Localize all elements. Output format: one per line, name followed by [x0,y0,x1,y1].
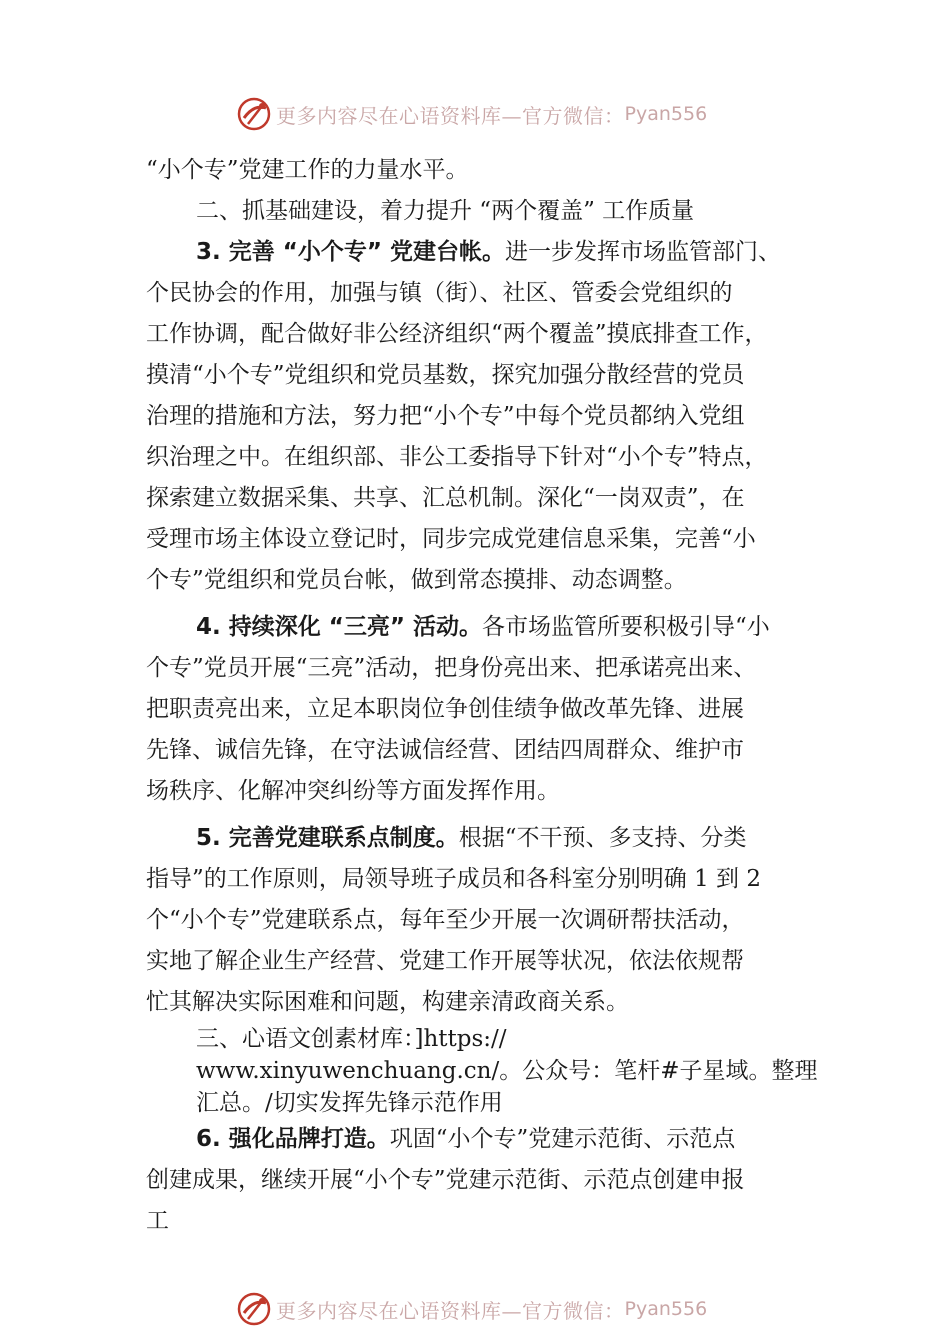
paragraph-line: 场秩序、化解冲突纠纷等方面发挥作用。 [146,778,560,804]
paragraph-line: 6. 强化品牌打造。巩固“小个专”党建示范街、示范点 [196,1126,736,1152]
paragraph-line: 受理市场主体设立登记时，同步完成党建信息采集，完善“小 [146,526,756,552]
paragraph-line: 先锋、诚信先锋，在守法诚信经营、团结四周群众、维护市 [146,737,744,763]
paragraph-line: 个专”党员开展“三亮”活动，把身份亮出来、把承诺亮出来、 [146,655,757,681]
header-watermark [236,94,756,134]
footer-watermark [236,1289,756,1329]
section-heading: 三、心语文创素材库：]https:// [196,1026,507,1052]
document-body [146,150,826,1242]
watermark-wechat-id: Pyan556 [624,103,708,125]
item-heading: 6. 强化品牌打造。 [196,1126,390,1152]
paragraph-line: 忙其解决实际困难和问题，构建亲清政商关系。 [146,989,629,1015]
paragraph-line: www.xinyuwenchuang.cn/。公众号：笔杆#子星域。整理 [196,1058,818,1084]
item-heading: 3. 完善 “小个专” 党建台帐。 [196,239,505,265]
paragraph-line: 治理的措施和方法，努力把“小个专”中每个党员都纳入党组 [146,403,745,429]
paragraph-line: 工 [146,1208,169,1234]
item-heading: 5. 完善党建联系点制度。 [196,825,459,851]
paragraph-line: 4. 持续深化 “三亮” 活动。各市场监管所要积极引导“小 [196,614,770,640]
paragraph-line: 个专”党组织和党员台帐，做到常态摸排、动态调整。 [146,567,687,593]
paragraph-line: 5. 完善党建联系点制度。根据“不干预、多支持、分类 [196,825,747,851]
paragraph-line: 探索建立数据采集、共享、汇总机制。深化“一岗双责”，在 [146,485,745,511]
paragraph-line: 织治理之中。在组织部、非公工委指导下针对“小个专”特点， [146,444,768,470]
section-heading: 二、抓基础建设，着力提升 “两个覆盖” 工作质量 [196,198,695,224]
paragraph-line: 指导”的工作原则，局领导班子成员和各科室分别明确 1 到 2 [146,866,761,892]
watermark-text: 更多内容尽在心语资料库—官方微信： [276,103,625,128]
paragraph-line: 个民协会的作用，加强与镇（街）、社区、管委会党组织的 [146,280,733,306]
paragraph-line: 实地了解企业生产经营、党建工作开展等状况，依法依规帮 [146,948,744,974]
paragraph-line: “小个专”党建工作的力量水平。 [146,157,469,183]
xinyu-logo-icon [236,1291,272,1327]
paragraph-line: 汇总。/切实发挥先锋示范作用 [196,1090,503,1116]
paragraph-line: 摸清“小个专”党组织和党员基数，探究加强分散经营的党员 [146,362,745,388]
xinyu-logo-icon [236,96,272,132]
item-heading: 4. 持续深化 “三亮” 活动。 [196,614,482,640]
paragraph-line: 创建成果，继续开展“小个专”党建示范街、示范点创建申报 [146,1167,745,1193]
watermark-text: 更多内容尽在心语资料库—官方微信： [276,1298,625,1323]
paragraph-line: 个“小个专”党建联系点，每年至少开展一次调研帮扶活动， [146,907,745,933]
paragraph-line: 3. 完善 “小个专” 党建台帐。进一步发挥市场监管部门、 [196,239,781,265]
paragraph-line: 工作协调，配合做好非公经济组织“两个覆盖”摸底排查工作， [146,321,768,347]
paragraph-line: 把职责亮出来，立足本职岗位争创佳绩争做改革先锋、进展 [146,696,744,722]
watermark-wechat-id: Pyan556 [624,1298,708,1320]
